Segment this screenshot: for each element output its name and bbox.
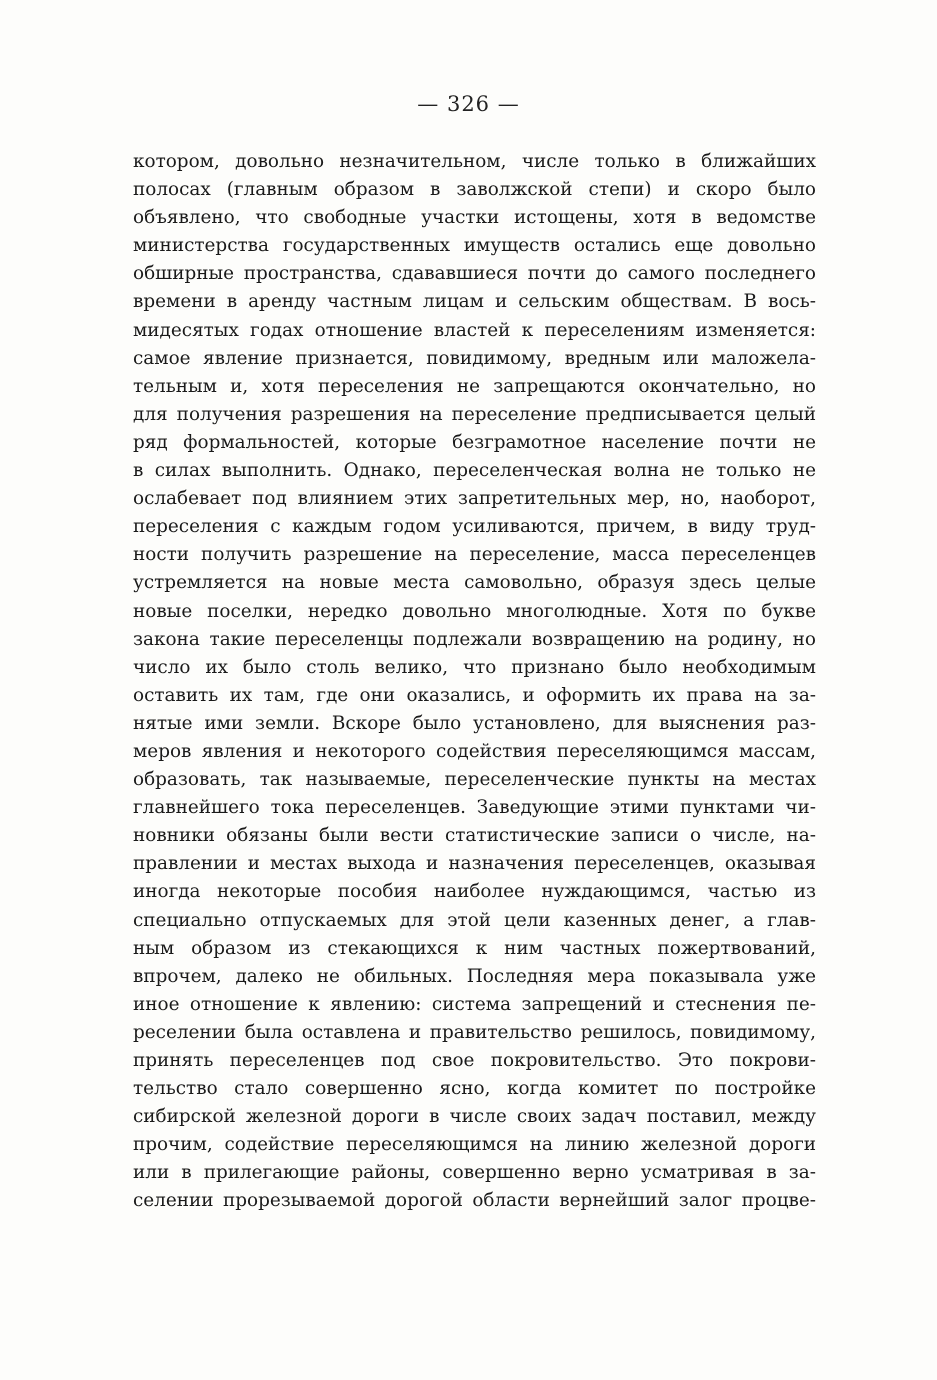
text-line: образовать, так называемые, переселенческие пункты на местах — [133, 769, 816, 791]
text-line: принять переселенцев под свое покровительство. Это покрови- — [133, 1050, 816, 1071]
text-line: главнейшего тока переселенцев. Заведующие этими пунктами чи- — [133, 797, 816, 819]
text-line: иногда некоторые пособия наиболее нуждающимся, частью из — [133, 881, 816, 903]
text-line: в силах выполнить. Однако, переселенческая волна не только не — [133, 460, 816, 482]
text-line: оставить их там, где они оказались, и оформить их права на за- — [133, 684, 816, 706]
text-line: новые поселки, нередко довольно многолюдные. Хотя по букве — [133, 600, 816, 622]
text-line: самое явление признается, повидимому, вредным или маложела- — [133, 347, 816, 369]
text-line: ослабевает под влиянием этих запретительных мер, но, наоборот, — [133, 488, 816, 510]
text-line: тельным и, хотя переселения не запрещаются окончательно, но — [133, 375, 816, 397]
text-line: прочим, содействие переселяющимся на линию железной дороги — [133, 1134, 816, 1156]
body-text — [133, 148, 816, 1216]
text-line: закона такие переселенцы подлежали возвращению на родину, но — [133, 628, 816, 650]
text-line: ности получить разрешение на переселение, масса переселенцев — [133, 544, 816, 566]
text-line: тельство стало совершенно ясно, когда комитет по постройке — [133, 1078, 816, 1100]
text-line: ряд формальностей, которые безграмотное население почти не — [133, 431, 816, 453]
text-line: впрочем, далеко не обильных. Последняя мера показывала уже — [133, 965, 816, 987]
page-number: — 326 — — [417, 92, 520, 116]
text-line: нятые ими земли. Вскоре было установлено, для выяснения раз- — [133, 712, 816, 734]
text-line: сибирской железной дороги в числе своих задач поставил, между — [133, 1106, 816, 1128]
text-line: времени в аренду частным лицам и сельским обществам. В вось- — [133, 291, 816, 313]
text-line: специально отпускаемых для этой цели казенных денег, а глав- — [133, 909, 816, 931]
text-line: меров явления и некоторого содействия переселяющимся массам, — [133, 740, 816, 762]
text-line: или в прилегающие районы, совершенно верно усматривая в за- — [133, 1162, 816, 1184]
text-line: новники обязаны были вести статистические записи о числе, на- — [133, 825, 816, 847]
text-line: полосах (главным образом в заволжской степи) и скоро было — [133, 179, 816, 201]
text-line: число их было столь велико, что признано было необходимым — [133, 656, 816, 678]
text-line: переселения с каждым годом усиливаются, причем, в виду труд- — [133, 516, 816, 538]
text-line: устремляется на новые места самовольно, образуя здесь целые — [133, 572, 816, 594]
text-line: правлении и местах выхода и назначения переселенцев, оказывая — [133, 853, 816, 875]
text-line: обширные пространства, сдававшиеся почти до самого последнего — [133, 263, 816, 285]
text-line: селении прорезываемой дорогой области вернейший залог процве- — [133, 1190, 816, 1212]
text-line: ным образом из стекающихся к ним частных пожертвований, — [133, 937, 816, 959]
text-line: мидесятых годах отношение властей к переселениям изменяется: — [133, 319, 816, 341]
text-line: для получения разрешения на переселение предписывается целый — [133, 403, 816, 425]
text-line: министерства государственных имуществ остались еще довольно — [133, 235, 816, 257]
text-line: реселении была оставлена и правительство решилось, повидимому, — [133, 1021, 816, 1043]
text-line: котором, довольно незначительном, числе только в ближайших — [133, 151, 816, 172]
text-line: иное отношение к явлению: система запрещений и стеснения пе- — [133, 993, 816, 1015]
text-line: объявлено, что свободные участки истощены, хотя в ведомстве — [133, 207, 816, 229]
